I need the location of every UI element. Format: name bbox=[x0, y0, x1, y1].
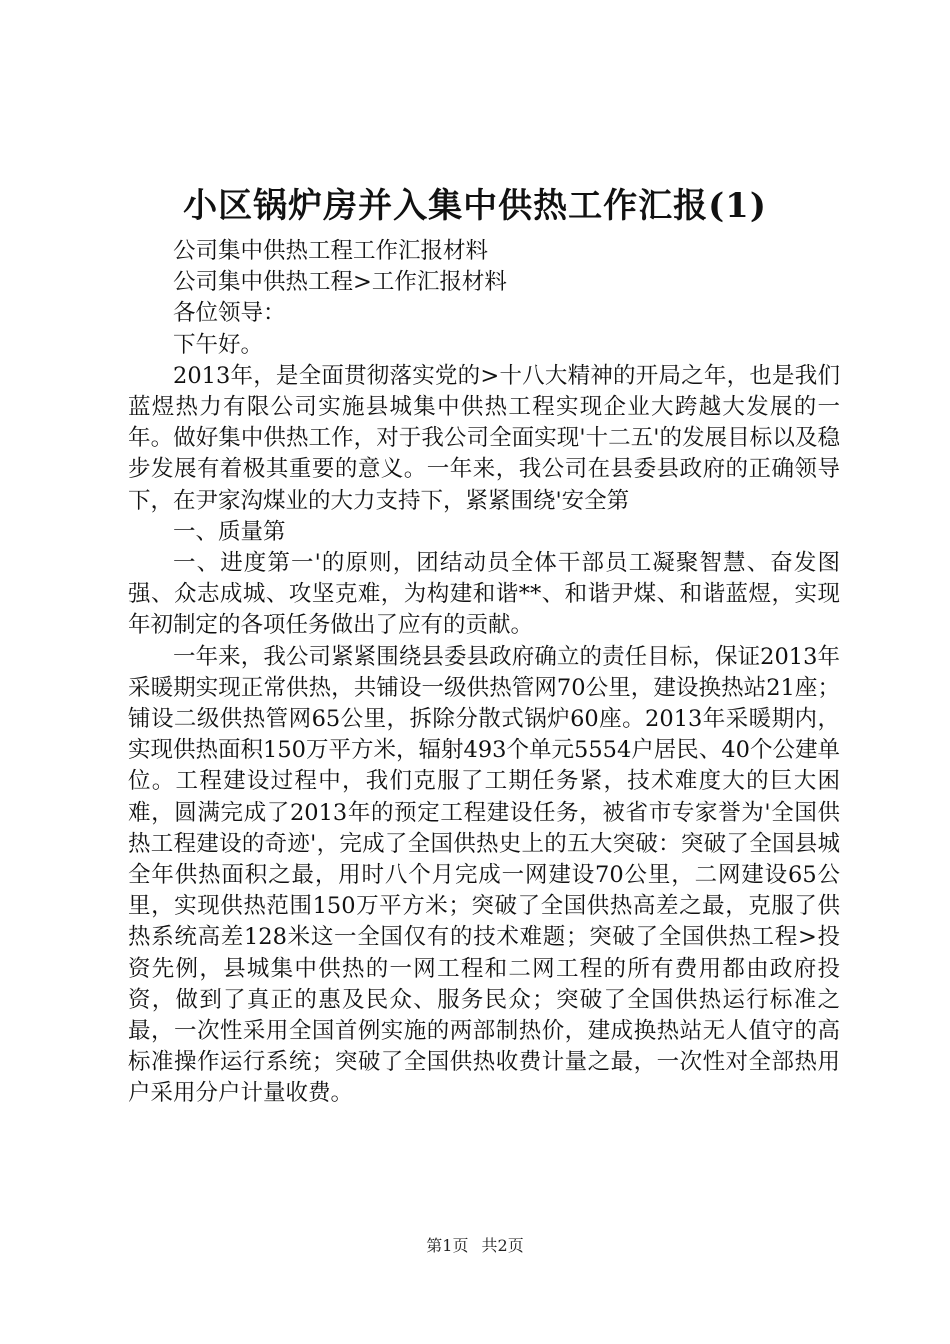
page-number-current: 第1页 bbox=[426, 1236, 469, 1255]
paragraph-4: 下午好。 bbox=[173, 331, 264, 358]
paragraph-8: 一年来，我公司紧紧围绕县委县政府确立的责任目标，保证2013年采暖期实现正常供热，共铺设一级供热管网70公里，建设换热站21座；铺设二级供热管网65公里，拆除分散式锅炉60座。2013年采暖期内，实现供热面积150万平方米，辐射493个单元5554户居民、40个公建单位。工程建设过程中，我们克服了工期任务紧，技术难度大的巨大困难，圆满完成了2013年的预定工程建设任务，被省市专家誉为'全国供热工程建设的奇迹'，完成了全国供热史上的五大突破：突破了全国县城全年供热面积之最，用时八个月完成一网建设70公里，二网建设65公里，实现供热范围150万平方米；突破了全国供热高差之最，克服了供热系统高差128米这一全国仅有的技术难题；突破了全国供热工程>投资先例，县城集中供热的一网工程和二网工程的所有费用都由政府投资，做到了真正的惠及民众、服务民众；突破了全国供热运行标准之最，一次性采用全国首例实施的两部制热价，建成换热站无人值守的高标准操作运行系统；突破了全国供热收费计量之最，一次性对全部热用户采用分户计量收费。 bbox=[128, 643, 840, 1107]
paragraph-7: 一、进度第一'的原则，团结动员全体干部员工凝聚智慧、奋发图强、众志成城、攻坚克难，为构建和谐**、和谐尹煤、和谐蓝煜，实现年初制定的各项任务做出了应有的贡献。 bbox=[128, 550, 840, 639]
paragraph-3: 各位领导： bbox=[173, 300, 286, 327]
paragraph-5: 2013年，是全面贯彻落实党的>十八大精神的开局之年，也是我们蓝煜热力有限公司实施县城集中供热工程实现企业大跨越大发展的一年。做好集中供热工作，对于我公司全面实现'十二五'的发展目标以及稳步发展有着极其重要的意义。一年来，我公司在县委县政府的正确领导下，在尹家沟煤业的大力支持下，紧紧围绕'安全第 bbox=[128, 362, 840, 514]
document-body bbox=[128, 236, 840, 1110]
page-number-total: 共2页 bbox=[481, 1236, 524, 1255]
paragraph-1: 公司集中供热工程工作汇报材料 bbox=[173, 238, 489, 264]
document-title: 小区锅炉房并入集中供热工作汇报(1) bbox=[183, 186, 767, 226]
paragraph-2: 公司集中供热工程>工作汇报材料 bbox=[173, 269, 507, 296]
page-footer bbox=[0, 1236, 950, 1256]
paragraph-6: 一、质量第 bbox=[173, 518, 286, 545]
